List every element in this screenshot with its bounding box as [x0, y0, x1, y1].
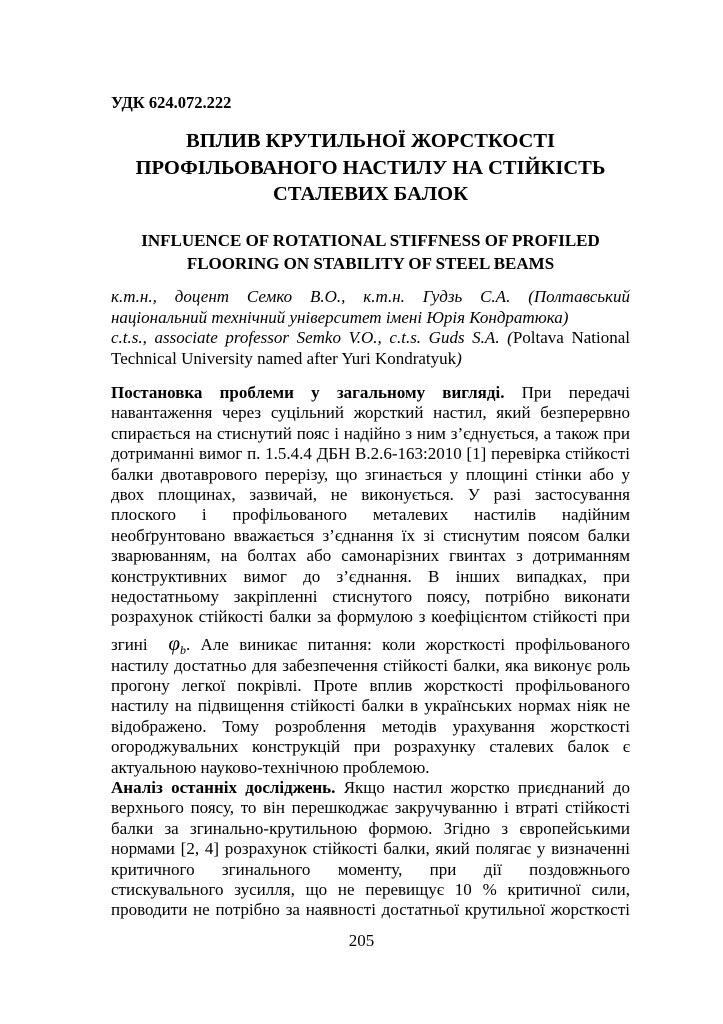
text-line — [111, 424, 630, 444]
text-line — [111, 505, 630, 525]
paragraph-recent-research — [111, 778, 630, 921]
line-text: плоского і профільованого металевих настилів надійним — [111, 505, 630, 525]
line-text: критичного згинального моменту, при дії поздовжнього — [111, 859, 630, 879]
affiliation-en-paren: ) — [456, 348, 462, 368]
affiliation-en-text: Poltava National — [512, 328, 630, 347]
phi-symbol: φ — [168, 630, 180, 655]
line-text: розрахунок стійкості балки за формулою з коефіцієнтом стійкості при — [111, 607, 630, 627]
line-text: При передачі — [504, 383, 630, 402]
authors-en-text: c.t.s., associate professor Semko V.O., c.t.s. Guds S.A. ( — [111, 328, 513, 347]
line-text: . Але виникає питання: коли жорсткості профільованого — [185, 634, 631, 654]
text-line — [111, 839, 630, 859]
line-text: нормами [2, 4] розрахунок стійкості балки, який полягає у визначенні — [111, 839, 630, 859]
line-text: балки за згинально-крутильною формою. Згідно з європейськими — [111, 818, 630, 838]
phi-subscript: b — [179, 642, 186, 657]
text-line — [111, 526, 630, 546]
text-line — [111, 628, 630, 656]
phi-b-formula — [168, 630, 186, 657]
text-line — [111, 444, 630, 464]
affiliation-en-line — [111, 349, 630, 370]
section-heading: Постановка проблеми у загальному вигляді. — [111, 383, 505, 402]
text-line — [111, 676, 630, 696]
text-line — [111, 587, 630, 607]
line-text: навантаження через суцільний жорсткий настил, який безперервно — [111, 403, 630, 423]
line-text: проводити не потрібно за наявності достатньої крутильної жорсткості — [111, 900, 630, 920]
authors-en-line — [111, 328, 630, 349]
line-text: верхнього поясу, то він перешкоджає закручуванню і втраті стійкості — [111, 798, 630, 818]
line-text: дотриманні вимог п. 1.5.4.4 ДБН В.2.6-163:2010 [1] перевірка стійкості — [111, 444, 630, 464]
affiliation-ua-text: національний технічний університет імені Юрія Кондратюка) — [111, 307, 569, 327]
text-line — [111, 737, 630, 757]
title-line: ПРОФІЛЬОВАНОГО НАСТИЛУ НА СТІЙКІСТЬ — [135, 156, 606, 179]
text-line — [111, 403, 630, 423]
page-number: 205 — [348, 931, 375, 950]
affiliation-en-text: Technical University named after Yuri Kondratyuk — [111, 348, 457, 368]
title-line: СТАЛЕВИХ БАЛОК — [273, 183, 468, 205]
text-line — [111, 465, 630, 485]
affiliation-ua-line — [111, 308, 630, 329]
title-english — [100, 229, 641, 275]
line-text: згині — [111, 634, 169, 654]
text-line — [111, 717, 630, 737]
line-text: настилу достатньо для забезпечення стійкості балки, яка виконує роль — [111, 655, 630, 675]
text-line — [111, 607, 630, 627]
line-text: необґрунтовано вважається з’єднання їх зі стиснутим поясом балки — [111, 525, 630, 545]
line-text: прогону легкої покрівлі. Проте вплив жорсткості профільованого — [111, 676, 630, 696]
paragraph-problem-statement — [111, 383, 630, 778]
text-line — [111, 696, 630, 716]
text-line — [111, 900, 630, 920]
line-text: актуальною науково-технічною проблемою. — [111, 757, 430, 777]
text-line — [111, 383, 630, 403]
text-line — [111, 656, 630, 676]
section-heading: Аналіз останніх досліджень. — [111, 778, 336, 798]
text-line — [111, 485, 630, 505]
title-ukrainian — [100, 128, 641, 208]
line-text: огороджувальних конструкцій при розрахунку сталевих балок є — [111, 737, 630, 757]
authors-block — [111, 287, 630, 369]
line-text: Якщо настил жорстко приєднаний до — [335, 778, 631, 798]
title-line: FLOORING ON STABILITY OF STEEL BEAMS — [186, 254, 555, 273]
text-line — [111, 546, 630, 566]
text-line — [111, 778, 630, 798]
line-text: настилу на підвищення стійкості балки в українських нормах ніяк не — [111, 696, 630, 716]
line-text: спирається на стиснутий пояс і надійно з ним з’єднується, а також при — [111, 423, 630, 443]
text-line — [111, 860, 630, 880]
text-line — [111, 880, 630, 900]
line-text: зварюванням, на болтах або самонарізних гвинтах з дотриманням — [111, 546, 630, 566]
authors-ua-line — [111, 287, 630, 308]
text-line — [111, 819, 630, 839]
text-line — [111, 758, 630, 778]
body-text — [111, 383, 630, 921]
title-line: ВПЛИВ КРУТИЛЬНОЇ ЖОРСТКОСТІ — [186, 130, 555, 152]
line-text: відображено. Тому розроблення методів урахування жорсткості — [111, 716, 630, 736]
line-text: недостатньому закріпленні стиснутого поясу, потрібно виконати — [111, 586, 630, 606]
text-line — [111, 798, 630, 818]
text-line — [111, 567, 630, 587]
line-text: двох площинах, зазвичай, не виконується. У разі застосування — [111, 484, 630, 504]
authors-ua-text: к.т.н., доцент Семко В.О., к.т.н. Гудзь С.А. (Полтавський — [111, 287, 630, 306]
line-text: стискувального зусилля, що не перевищує 10 % критичної сили, — [111, 879, 630, 899]
line-text: балки двотаврового перерізу, що згинається у площині стінки або у — [111, 464, 630, 484]
line-text: конструктивних вимог до з’єднання. В інших випадках, при — [111, 566, 630, 586]
title-line: INFLUENCE OF ROTATIONAL STIFFNESS OF PROFILED — [141, 231, 600, 250]
udc-code: УДК 624.072.222 — [111, 93, 232, 112]
